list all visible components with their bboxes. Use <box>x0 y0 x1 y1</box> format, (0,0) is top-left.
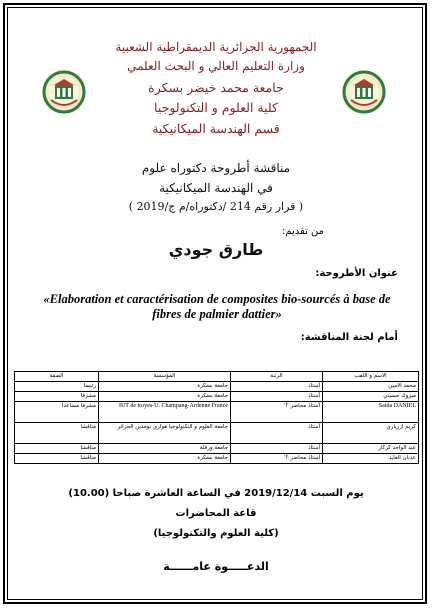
member-institution: جامعة بسكرة <box>99 392 231 402</box>
member-rank: أستاذ محاضر 'أ' <box>231 454 323 464</box>
table-row <box>15 423 419 444</box>
defense-line-1: مناقشة أطروحة دكتوراه علوم <box>141 161 291 175</box>
member-institution: جامعة بسكرة <box>99 382 231 392</box>
member-rank: أستاذ <box>231 423 323 444</box>
committee-label: أمام لجنة المناقشة: <box>300 332 398 343</box>
defense-hall: قاعة المحاضرات <box>175 508 257 519</box>
member-rank: أستاذ <box>231 444 323 454</box>
member-role: مشرفا مساعدا <box>15 402 99 423</box>
republic-line: الجمهورية الجزائرية الديمقراطية الشعبية <box>115 40 317 54</box>
member-name: Saida DANIEL <box>323 402 419 423</box>
column-header-name: الاسم و اللقب <box>323 372 419 382</box>
ministry-line: وزارة التعليم العالي و البحث العلمي <box>127 59 305 73</box>
member-name: كريم ازرياري <box>323 423 419 444</box>
member-rank: أستاذ <box>231 382 323 392</box>
defense-schedule: يوم السبت 2019/12/14 في الساعة العاشرة صباحا (10.00) <box>68 488 364 499</box>
thesis-title: «Elaboration et caractérisation de composites bio-sourcés à base de fibres de palmier dattier» <box>43 292 391 321</box>
presented-by-label: من تقديم: <box>281 226 324 237</box>
member-role: رئيسا <box>15 382 99 392</box>
member-rank: أستاذ <box>231 392 323 402</box>
committee-table <box>14 371 419 464</box>
university-line: جامعة محمد خيضر بسكرة <box>148 80 284 95</box>
member-name: مبروك حسيني <box>323 392 419 402</box>
member-role: مناقشا <box>15 444 99 454</box>
member-role: مناقشا <box>15 423 99 444</box>
table-row <box>15 382 419 392</box>
defense-hall-detail: (كلية العلوم والتكنولوجيا) <box>153 528 279 539</box>
member-name: محمد الامين <box>323 382 419 392</box>
table-row <box>15 402 419 423</box>
member-institution: جامعة بسكرة <box>99 454 231 464</box>
member-institution: جامعة ورقلة <box>99 444 231 454</box>
member-role: مشرفا <box>15 392 99 402</box>
column-header-role: الصفة <box>15 372 99 382</box>
defense-line-2: في الهندسة الميكانيكية <box>159 181 273 195</box>
invitation-line: الدعـــــوة عامــــــة <box>163 560 269 573</box>
member-institution: جامعة العلوم و التكنولوجيا هواري بومدين الجزائر <box>99 423 231 444</box>
table-row <box>15 454 419 464</box>
table-row <box>15 444 419 454</box>
member-role: مناقشا <box>15 454 99 464</box>
thesis-title-label: عنوان الأطروحة: <box>315 268 398 279</box>
candidate-name: طارق جودي <box>168 240 264 259</box>
member-name: عبد الواحد كركار <box>323 444 419 454</box>
member-name: عدنان العايد <box>323 454 419 464</box>
column-header-rank: الرتبة <box>231 372 323 382</box>
faculty-line: كلية العلوم و التكنولوجيا <box>154 100 278 115</box>
column-header-institution: المؤسسة <box>99 372 231 382</box>
department-line: قسم الهندسة الميكانيكية <box>152 121 280 136</box>
defense-decision: ( قرار رقم 214 /دكتوراه/م ج/2019 ) <box>128 200 304 213</box>
member-institution: IUT de troyes-U. Champang-Ardenne France <box>99 402 231 423</box>
table-header-row <box>15 372 419 382</box>
member-rank: أستاذ محاضر 'أ' <box>231 402 323 423</box>
table-row <box>15 392 419 402</box>
